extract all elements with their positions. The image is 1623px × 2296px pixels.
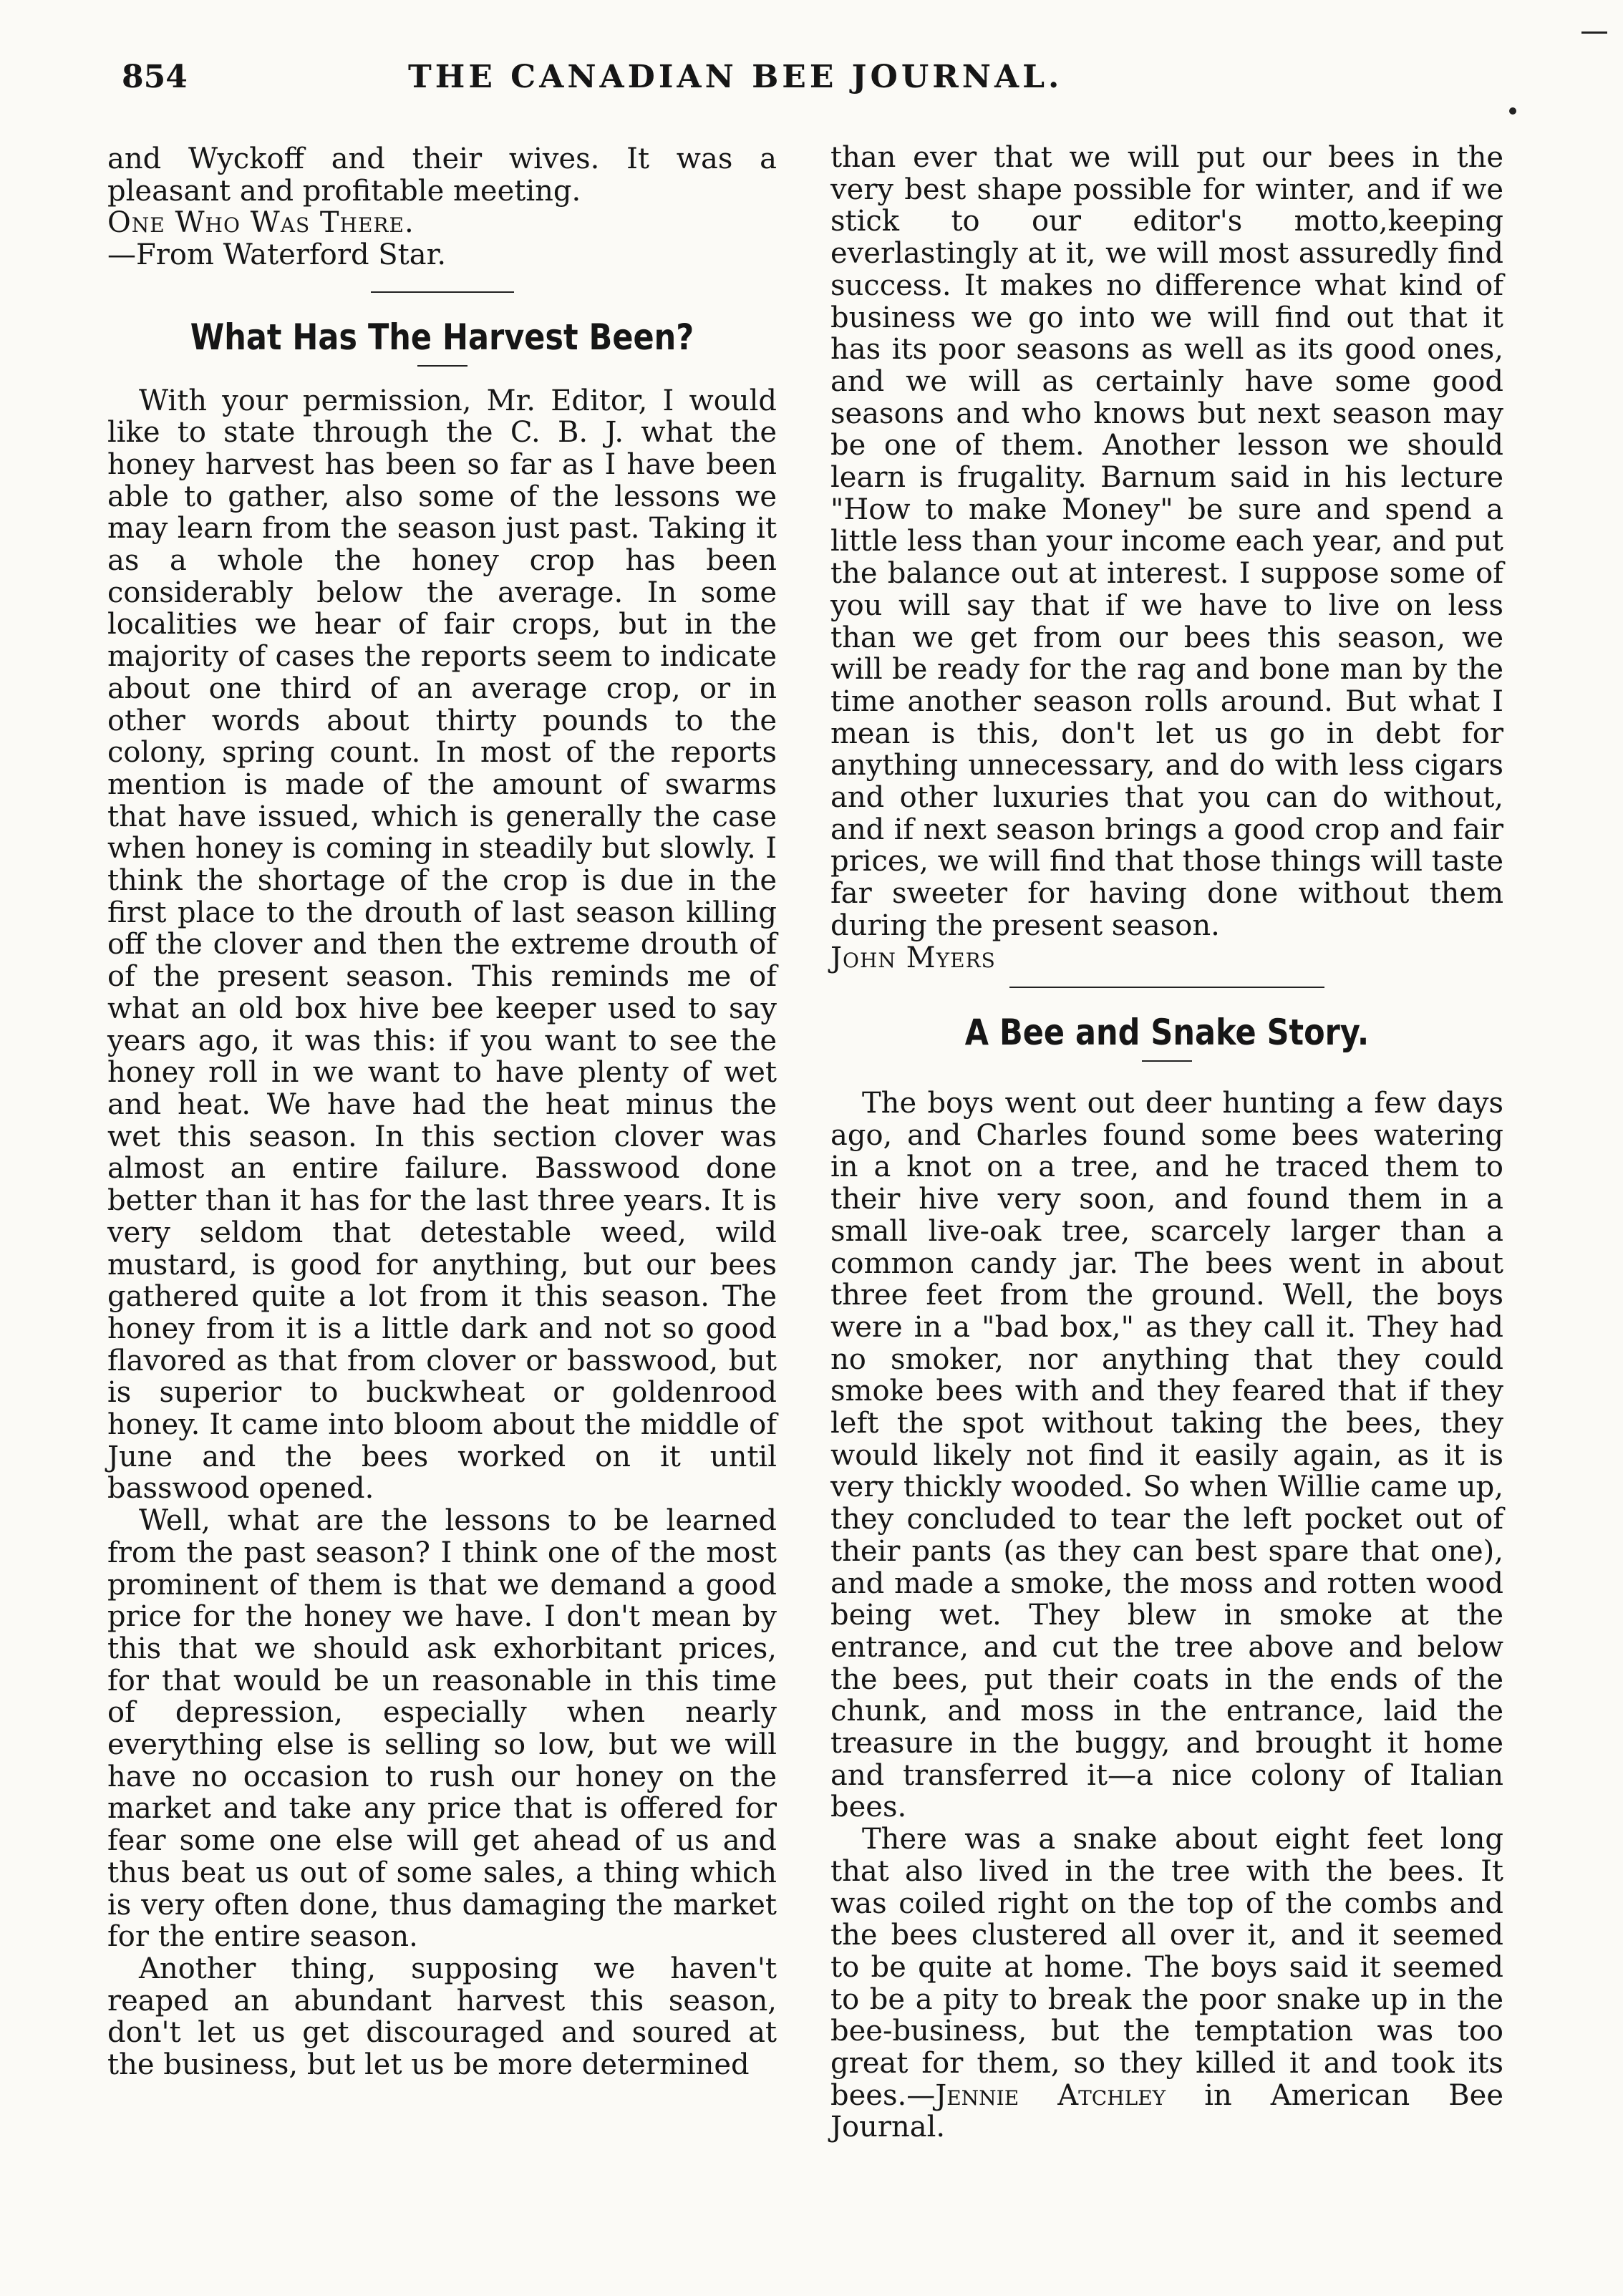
- title-rule: [417, 365, 467, 367]
- right-column: [830, 142, 1503, 2144]
- author-name: Jennie Atchley: [935, 2078, 1166, 2112]
- journal-title: THE CANADIAN BEE JOURNAL.: [408, 59, 1063, 95]
- source-note: in American Bee Journal.: [830, 2078, 1503, 2144]
- left-column: [107, 143, 777, 2081]
- article-title-snake: A Bee and Snake Story.: [964, 1012, 1370, 1054]
- article-title-harvest: What Has The Harvest Been?: [190, 316, 694, 358]
- page-number: 854: [122, 59, 188, 95]
- intro-paragraph: and Wyckoff and their wives. It was a pleasant and profitable meeting.: [107, 142, 777, 208]
- section-divider: [371, 291, 514, 293]
- title-rule-2: [1142, 1060, 1192, 1062]
- page-header: [107, 59, 1482, 109]
- snake-paragraph-1: The boys went out deer hunting a few days ago, and Charles found some bees watering in a knot on a tree, and he traced them to their hive very soon, and found them in a small live-oak tree, scarcely larger than a common candy jar. The bees went in about three feet from the ground. Well, the boys were in a "bad box," as they call it. They had no smoker, nor anything that they could smoke bees with and they feared that if they left the spot without taking the bees, they would likely not find it easily again, as it is very thickly wooded. So when Willie came up, they concluded to tear the left pocket out of their pants (as they can best spare that one), and made a smoke, the moss and rotten wood being wet. They blew in smoke at the entrance, and cut the tree above and below the bees, put their coats in the ends of the chunk, and moss in the entrance, laid the treasure in the buggy, and brought it home and transferred it—a nice colony of Italian bees.: [830, 1086, 1503, 1824]
- intro-signature: One Who Was There.: [107, 206, 415, 240]
- snake-paragraph-2: [830, 1823, 1503, 2144]
- intro-source: —From Waterford Star.: [107, 238, 447, 272]
- page-edge-mark: [1581, 32, 1607, 34]
- snake-paragraph-2-text: There was a snake about eight feet long that also lived in the tree with the bees. It was coiled right on the top of the combs and the bees clustered all over it, and it seemed to be quite at home. The boys said it seemed to be a pity to break the poor snake up in the bee-business, but the temptation was too great for them, so they killed it and took its bees.—: [830, 1823, 1503, 2112]
- author-signature: John Myers: [830, 941, 996, 974]
- harvest-paragraph-3: Another thing, supposing we haven't reaped an abundant harvest this season, don't let us get discouraged and soured at the business, but let us be more determined: [107, 1952, 777, 2082]
- ink-speck: [1509, 107, 1516, 115]
- harvest-paragraph-2: Well, what are the lessons to be learned from the past season? I think one of the most prominent of them is that we demand a good price for the honey we have. I don't mean by this that we should ask exhorbitant prices, for that would be un reasonable in this time of depression, especially when nearly everything else is selling so low, but we will have no occasion to rush our honey on the market and take any price that is offered for fear some one else will get ahead of us and thus beat us out of some sales, a thing which is very often done, thus damaging the market for the entire season.: [107, 1504, 777, 1954]
- harvest-paragraph-1: With your permission, Mr. Editor, I would like to state through the C. B. J. what the honey harvest has been so far as I have been able to gather, also some of the lessons we may learn from the season just past. Taking it as a whole the honey crop has been considerably below the average. In some localities we hear of fair crops, but in the majority of cases the reports seem to indicate about one third of an average crop, or in other words about thirty pounds to the colony, spring count. In most of the reports mention is made of the amount of swarms that have issued, which is generally the case when honey is coming in steadily but slowly. I think the shortage of the crop is due in the first place to the drouth of last season killing off the clover and then the extreme drouth of of the present season. This reminds me of what an old box hive bee keeper used to say years ago, it was this: if you want to see the honey roll in we want to have plenty of wet and heat. We have had the heat minus the wet this season. In this section clover was almost an entire failure. Basswood done better than it has for the last three years. It is very seldom that detestable weed, wild mustard, is good for anything, but our bees gathered quite a lot from it this season. The honey from it is a little dark and not so good flavored as that from clover or basswood, but is superior to buckwheat or goldenrood honey. It came into bloom about the middle of June and the bees worked on it until basswood opened.: [107, 384, 777, 1506]
- harvest-continuation: than ever that we will put our bees in the very best shape possible for winter, and if we stick to our editor's motto,keeping everlastingly at it, we will most assuredly find success. It makes no difference what kind of business we go into we will find out that it has its poor seasons as well as its good ones, and we will as certainly have some good seasons and who knows but next season may be one of them. Another lesson we should learn is frugality. Barnum said in his lecture "How to make Money" be sure and spend a little less than your income each year, and put the balance out at interest. I suppose some of you will say that if we have to live on less than we get from our bees this season, we will be ready for the rag and bone man by the time another season rolls around. But what I mean is this, don't let us go in debt for anything unnecessary, and do with less cigars and other luxuries that you can do without, and if next season brings a good crop and fair prices, we will find that those things will taste far sweeter for having done without them during the present season.: [830, 141, 1503, 942]
- section-divider-2: [1009, 987, 1324, 988]
